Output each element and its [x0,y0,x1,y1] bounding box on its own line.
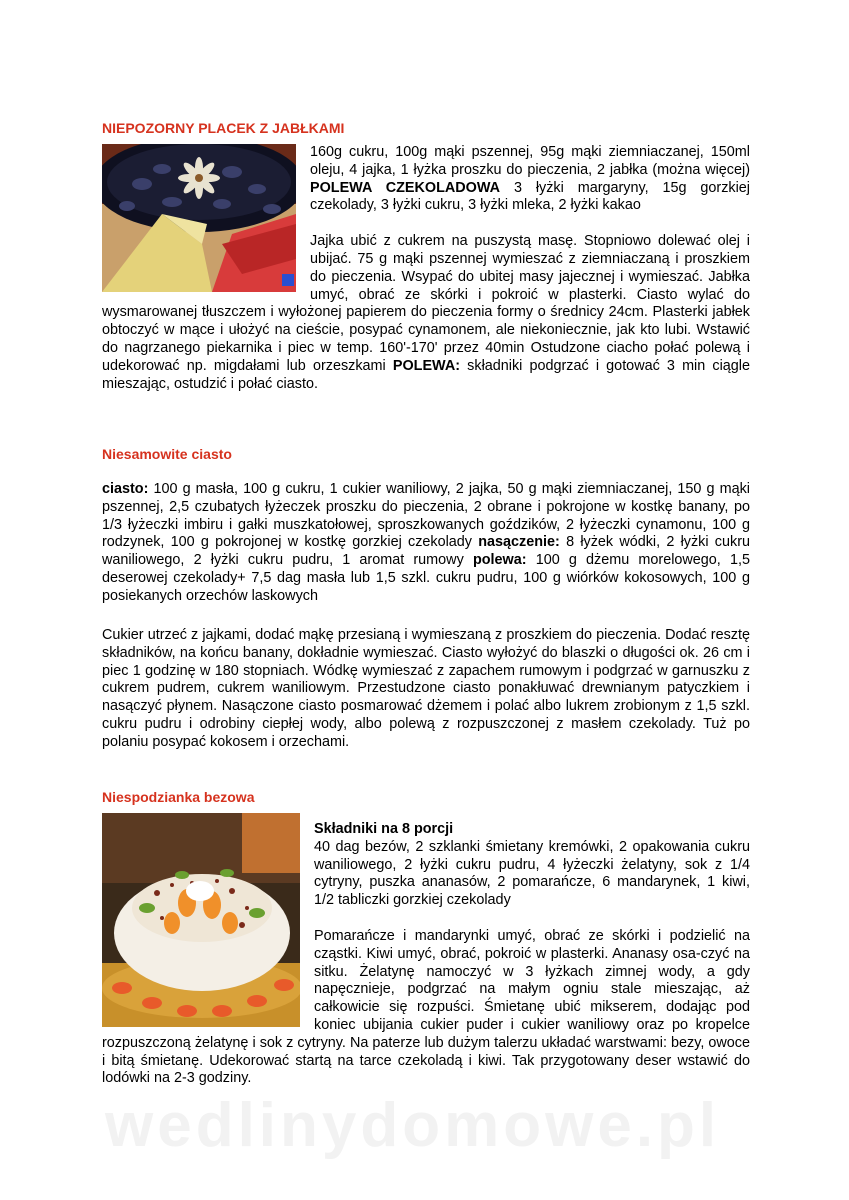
portions-label: Składniki na 8 porcji [314,821,454,837]
meringue-dessert-image [102,813,300,1027]
ciasto-text: 100 g masła, 100 g cukru, 1 cukier waniliowy, 2 jajka, 50 g mąki ziemniaczanej, 150 g mąki pszennej, 2,5 czubatych łyżeczek proszku do pieczenia, 2 obrane i pokrojone w kostkę banany, po 1/3 łyżeczki imbiru i gałki muszkatołowej, sproszkowanych goździków, 2 łyżeczki cynamonu, 100 g rodzynek, 100 g pokrojonej w kostkę gorzkiej czekolady [102,481,750,551]
watermark: wedlinydomowe.pl [105,1091,721,1160]
polewa-text: 100 g dżemu morelowego, 1,5 deserowej czekolady+ 7,5 dag masła lub 1,5 szkl. cukru pudru, 100 g wiórków kokosowych, 100 g posiekanych orzechów laskowych [102,552,750,604]
method-text: Jajka ubić z cukrem na puszystą masę. Stopniowo dolewać olej i ubijać. 75 g mąki pszennej wymieszać z ziemniaczaną i proszkiem do pieczenia. Wsypać do ubitej masy jajecznej i wymieszać. Jabłka umyć, obrać ze skórki i pokroić w plasterki. Ciasto wylać do wysmarowanej tłuszczem i wyłożonej papierem do pieczenia formy o średnicy 24cm. Plasterki jabłek obtoczyć w mące i ułożyć na cieście, posypać cynamonem, ale niekoniecznie, jak kto lubi. Wstawić do nagrzanego piekarnika i piec w temp. 160'-170' przez 40min Ostudzone ciacho połać polewą i udekorować np. migdałami lub orzeszkami [102,233,750,374]
recipe-body [102,144,750,393]
ingredients-text-2: 3 łyżki margaryny, 15g gorzkiej czekolady, 3 łyżki cukru, 3 łyżki mleka, 2 łyżki kakao [310,179,750,214]
polewa-label: polewa: [472,552,527,569]
cake-photo-apple [102,144,296,292]
recipe-title-3: Niespodzianka bezowa [102,789,255,805]
recipe2-ingredients [102,481,750,606]
nasaczenie-label: nasączenie: [478,534,560,551]
nasaczenie-text: 8 łyżek wódki, 2 łyżki cukru waniliowego, 2 łyżki cukru pudru, 1 aromat rumowy [102,534,750,569]
glaze-label: POLEWA CZEKOLADOWA [310,179,501,196]
ingredients-text: 160g cukru, 100g mąki pszennej, 95g mąki ziemniaczanej, 150ml oleju, 4 jajka, 1 łyżka proszku do pieczenia, 2 jabłka (można więcej) [310,144,750,178]
ingredients-text-3: 40 dag bezów, 2 szklanki śmietany kremówki, 2 opakowania cukru waniliowego, 2 łyżki cukru pudru, 4 łyżeczki żelatyny, sok z 1/4 cytryny, puszka ananasów, 2 pomarańcze, 6 mandarynek, 1 kiwi, 1/2 tabliczki gorzkiej czekolady [314,838,750,909]
recipe2-method: Cukier utrzeć z jajkami, dodać mąkę przesianą i wymieszaną z proszkiem do pieczenia. Dodać resztę składników, na końcu banany, dokładnie wymieszać. Ciasto wyłożyć do blaszki o długości ok. 26 cm i piec 1 godzinę w 180 stopniach. Wódkę wymieszać z zapachem rumowym i podgrzać w garnuszku z cukrem pudrem, cukrem waniliowym. Przestudzone ciasto ponakłuwać drewnianym patyczkiem i nasączyć płynem. Nasączone ciasto posmarować dżemem i polać albo lukrem zrobionym z 1,5 szkl. cukru pudru i odrobiny ciepłej wody, albo polewą z rozpuszczonej z masłem czekolady. Tuż po polaniu posypać kokosem i orzechami. [102,627,750,750]
ciasto-label: ciasto: [102,481,149,497]
meringue-photo [102,813,300,1027]
apple-cake-image [102,144,296,292]
recipe3-body [102,813,750,1088]
method-glaze-label: POLEWA: [392,357,461,374]
method-text-2: składniki podgrzać i gotować 3 min ciągle mieszając, ostudzić i połać ciasto. [102,357,750,392]
method-text-3: Pomarańcze i mandarynki umyć, obrać ze skórki i podzielić na cząstki. Kiwi umyć, obrać, pokroić w plasterki. Ananasy osa-czyć na sitku. Żelatynę namoczyć w 3 łyżkach zimnej wody, a gdy napęcznieje, podgrzać na małym ogniu stale mieszając, aż całkowicie się rozpuści. Śmietanę ubić mikserem, dodając pod koniec ubijania cukier puder i cukier waniliowy oraz po kropelce rozpuszczoną żelatynę i sok z cytryny. Na paterze lub dużym talerzu układać warstwami: bezy, owoce i bitą śmietanę. Udekorować startą na tarce czekoladą i kiwi. Tak przygotowany deser wstawić do lodówki na 2-3 godziny. [102,927,750,1087]
recipe-title-2: Niesamowite ciasto [102,446,232,462]
recipe-title: NIEPOZORNY PLACEK Z JABŁKAMI [102,120,345,136]
